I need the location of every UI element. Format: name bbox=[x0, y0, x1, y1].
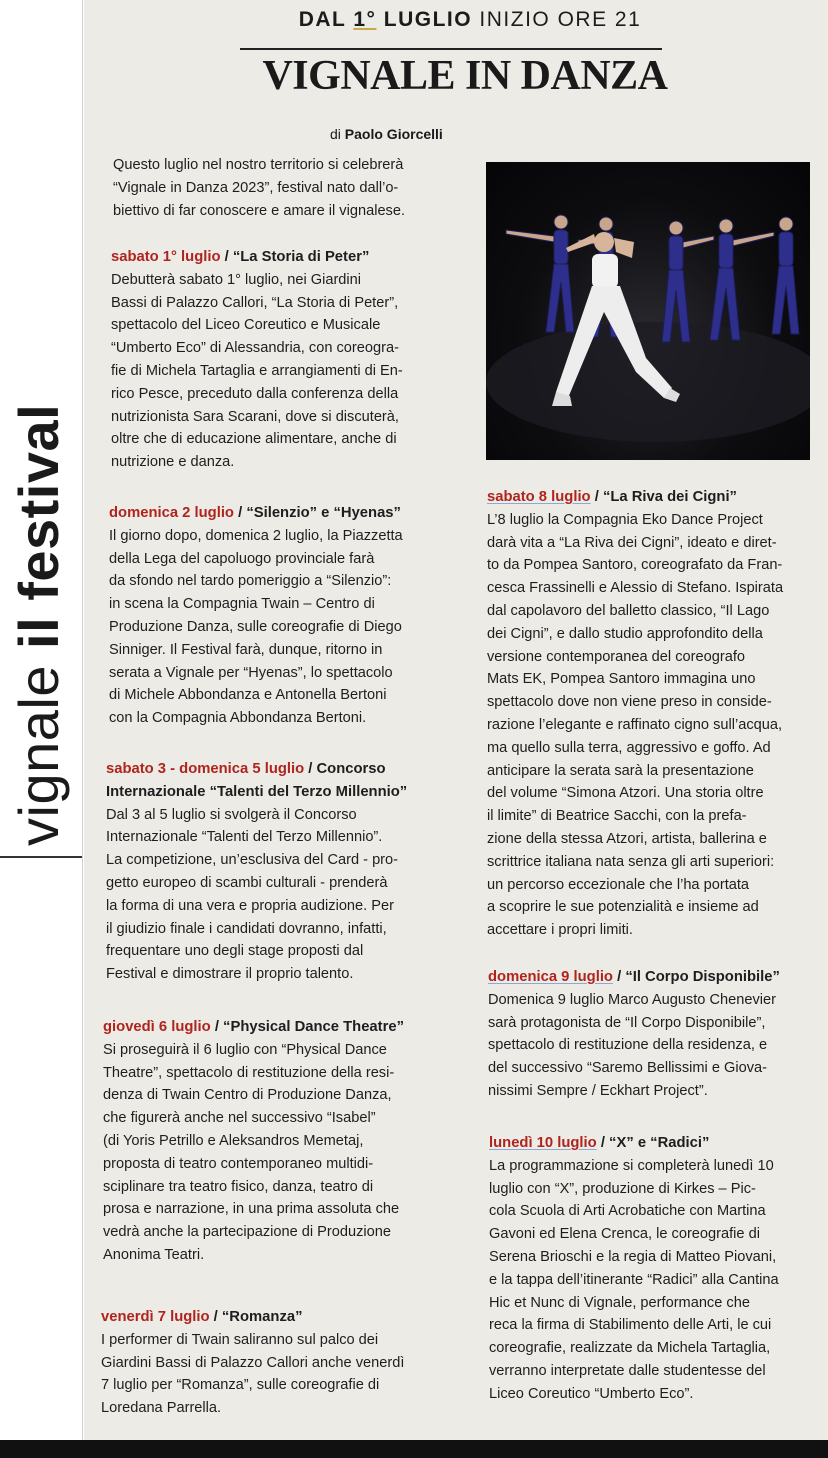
event-date: domenica 9 luglio bbox=[488, 969, 613, 985]
event-line: spettacolo di restituzione della residenza, e bbox=[488, 1037, 768, 1054]
intro-line: Questo luglio nel nostro territorio si celebrerà bbox=[113, 157, 404, 173]
event-line: La competizione, un’esclusiva del Card - pro- bbox=[106, 852, 399, 869]
event-line: Bassi di Palazzo Callori, “La Storia di Peter”, bbox=[111, 294, 399, 311]
event-line: la forma di una vera e propria audizione. Per bbox=[106, 897, 394, 914]
event-line: Gavoni ed Elena Crenca, le coreografie di bbox=[489, 1226, 760, 1243]
event-heading bbox=[489, 1132, 825, 1155]
event-line: anticipare la serata sarà la presentazione bbox=[487, 762, 754, 779]
event-line: La programmazione si completerà lunedì 10 bbox=[489, 1157, 774, 1174]
event-line: accettare i propri limiti. bbox=[487, 922, 633, 939]
event-line: reca la firma di Stabilimento delle Arti, le cui bbox=[489, 1317, 772, 1334]
event-date: domenica 2 luglio bbox=[109, 505, 234, 521]
event-line: cesca Frassinelli e Alessio di Stefano. Ispirata bbox=[487, 580, 784, 597]
event-show: “Il Corpo Disponibile” bbox=[625, 969, 780, 985]
event-section bbox=[101, 1306, 461, 1420]
event-line: versione contemporanea del coreografo bbox=[487, 648, 745, 665]
event-line: del successivo “Saremo Bellissimi e Giova- bbox=[488, 1060, 767, 1077]
event-line: e la tappa dell’itinerante “Radici” alla Cantina bbox=[489, 1271, 779, 1288]
event-line: getto europeo di scambi culturali - prenderà bbox=[106, 874, 388, 891]
event-line: Debutterà sabato 1° luglio, nei Giardini bbox=[111, 271, 362, 288]
event-separator: / bbox=[612, 969, 626, 985]
event-section bbox=[109, 502, 461, 730]
event-line: a scoprire le sue potenzialità e insieme ad bbox=[487, 899, 759, 916]
event-show: Concorso bbox=[316, 761, 386, 777]
event-section bbox=[106, 758, 461, 986]
event-line: cola Scuola di Arti Acrobatiche con Martina bbox=[489, 1203, 766, 1220]
intro-paragraph bbox=[113, 154, 463, 222]
intro-line: biettivo di far conoscere e amare il vignalese. bbox=[113, 202, 406, 219]
kicker-day: 1° bbox=[353, 8, 377, 31]
event-separator: / bbox=[590, 489, 603, 505]
event-date: venerdì 7 luglio bbox=[101, 1309, 210, 1325]
event-section bbox=[487, 486, 823, 942]
event-separator: / bbox=[596, 1135, 610, 1151]
event-heading bbox=[106, 758, 461, 781]
event-line: Dal 3 al 5 luglio si svolgerà il Concorso bbox=[106, 806, 357, 823]
side-rule bbox=[82, 0, 83, 1440]
event-line: nutrizione e danza. bbox=[111, 454, 235, 471]
event-line: 7 luglio per “Romanza”, sulle coreografie di bbox=[101, 1377, 380, 1394]
event-line: Internazionale “Talenti del Terzo Millennio”. bbox=[106, 829, 383, 846]
dance-photo bbox=[486, 162, 810, 460]
kicker-from: DAL bbox=[298, 8, 354, 31]
event-line: dei Cigni”, e dallo studio approfondito della bbox=[487, 625, 763, 642]
byline bbox=[330, 126, 540, 142]
event-line: in scena la Compagnia Twain – Centro di bbox=[109, 596, 375, 613]
event-line: nutrizionista Sara Scarani, dove si discuterà, bbox=[111, 408, 399, 425]
event-heading bbox=[111, 246, 461, 269]
event-show: “X” e “Radici” bbox=[609, 1135, 710, 1151]
event-line: I performer di Twain saliranno sul palco dei bbox=[101, 1331, 379, 1348]
event-line: serata a Vignale per “Hyenas”, lo spettacolo bbox=[109, 664, 393, 681]
event-heading bbox=[487, 486, 823, 509]
event-line: Festival e dimostrare il proprio talento. bbox=[106, 966, 354, 983]
event-line: (di Yoris Petrillo e Aleksandros Memetaj, bbox=[103, 1132, 364, 1149]
event-line: prosa e narrazione, in una prima assoluta che bbox=[103, 1201, 400, 1218]
event-date: giovedì 6 luglio bbox=[103, 1019, 211, 1035]
kicker bbox=[250, 8, 690, 32]
section-caption-bold: il festival bbox=[7, 403, 70, 649]
event-line: L’8 luglio la Compagnia Eko Dance Project bbox=[487, 511, 763, 528]
event-line: Domenica 9 luglio Marco Augusto Chenevier bbox=[488, 991, 776, 1008]
event-line: darà vita a “La Riva dei Cigni”, ideato e diret- bbox=[487, 534, 777, 551]
event-separator: / bbox=[209, 1309, 222, 1325]
event-show: “Silenzio” e “Hyenas” bbox=[246, 505, 401, 521]
event-section bbox=[103, 1016, 461, 1267]
event-heading bbox=[103, 1016, 461, 1039]
side-mark bbox=[0, 856, 82, 858]
event-section bbox=[489, 1132, 825, 1406]
event-date: sabato 3 - domenica 5 luglio bbox=[106, 761, 305, 777]
event-heading bbox=[101, 1306, 461, 1329]
left-column bbox=[113, 154, 463, 222]
event-line: sciplinare tra teatro fisico, danza, teatro di bbox=[103, 1178, 374, 1195]
event-line: sarà protagonista de “Il Corpo Disponibile”, bbox=[488, 1014, 766, 1031]
background-dancer bbox=[710, 219, 774, 340]
event-line: to da Pompea Santoro, coreografato da Fran- bbox=[487, 557, 783, 574]
event-line: da sfondo nel tardo pomeriggio a “Silenzio”: bbox=[109, 573, 392, 590]
event-line: ma quello sulla terra, aggressivo e goffo. Ad bbox=[487, 739, 771, 756]
event-line: zione della stessa Atzori, artista, ballerina e bbox=[487, 830, 767, 847]
event-line: Produzione Danza, sulle coreografie di Diego bbox=[109, 618, 402, 635]
event-show: “Romanza” bbox=[221, 1309, 303, 1325]
event-heading-continued: Internazionale “Talenti del Terzo Millennio” bbox=[106, 783, 408, 800]
event-heading bbox=[488, 966, 824, 989]
kicker-time: INIZIO ORE 21 bbox=[472, 8, 642, 31]
bottom-edge bbox=[0, 1440, 828, 1458]
title-rule bbox=[240, 48, 662, 50]
event-line: razione l’elegante e raffinato cigno sull’acqua, bbox=[487, 716, 783, 733]
event-line: spettacolo del Liceo Coreutico e Musicale bbox=[111, 317, 381, 334]
event-line: frequentare uno degli stage proposti dal bbox=[106, 943, 364, 960]
byline-prefix: di bbox=[330, 126, 345, 142]
event-line: rico Pesce, preceduto dalla conferenza della bbox=[111, 385, 399, 402]
event-date: sabato 8 luglio bbox=[487, 489, 591, 505]
event-show: “La Riva dei Cigni” bbox=[602, 489, 737, 505]
event-heading bbox=[109, 502, 461, 525]
event-line: Loredana Parrella. bbox=[101, 1400, 222, 1417]
event-line: Anonima Teatri. bbox=[103, 1246, 205, 1263]
event-line: Si proseguirà il 6 luglio con “Physical Dance bbox=[103, 1041, 387, 1058]
event-show: “Physical Dance Theatre” bbox=[223, 1019, 404, 1035]
event-line: un percorso eccezionale che l’ha portata bbox=[487, 876, 750, 893]
event-line: Liceo Coreutico “Umberto Eco”. bbox=[489, 1385, 694, 1402]
event-line: Mats EK, Pompea Santoro immagina uno bbox=[487, 671, 756, 688]
event-line: con la Compagnia Abbondanza Bertoni. bbox=[109, 710, 367, 727]
event-line: Il giorno dopo, domenica 2 luglio, la Piazzetta bbox=[109, 527, 403, 544]
event-line: oltre che di educazione alimentare, anche di bbox=[111, 431, 397, 448]
kicker-month: LUGLIO bbox=[376, 8, 473, 31]
event-date: sabato 1° luglio bbox=[111, 249, 221, 265]
event-line: scrittrice italiana nata senza gli arti superiori: bbox=[487, 853, 775, 870]
event-line: dal capolavoro del balletto classico, “Il Lago bbox=[487, 602, 770, 619]
intro-line: “Vignale in Danza 2023”, festival nato dall’o- bbox=[113, 179, 399, 196]
event-line: il limite” di Beatrice Sacchi, con la prefa- bbox=[487, 808, 747, 825]
event-line: che figurerà anche nel successivo “Isabel” bbox=[103, 1110, 376, 1127]
event-separator: / bbox=[233, 505, 247, 521]
background-dancer bbox=[506, 215, 574, 332]
event-line: proposta di teatro contemporaneo multidi- bbox=[103, 1155, 374, 1172]
event-separator: / bbox=[220, 249, 233, 265]
dance-photo-illustration bbox=[486, 162, 810, 460]
event-line: di Michele Abbondanza e Antonella Bertoni bbox=[109, 687, 387, 704]
background-dancer bbox=[772, 217, 799, 334]
event-line: luglio con “X”, produzione di Kirkes – Pic- bbox=[489, 1180, 756, 1197]
event-section bbox=[488, 966, 824, 1103]
event-line: Giardini Bassi di Palazzo Callori anche venerdì bbox=[101, 1354, 405, 1371]
event-line: fie di Michela Tartaglia e arrangiamenti di En- bbox=[111, 362, 403, 379]
event-line: “Umberto Eco” di Alessandria, con coreogra- bbox=[111, 340, 399, 357]
event-show: “La Storia di Peter” bbox=[232, 249, 370, 265]
event-line: del volume “Simona Atzori. Una storia oltre bbox=[487, 785, 764, 802]
event-separator: / bbox=[304, 761, 317, 777]
event-separator: / bbox=[210, 1019, 224, 1035]
event-line: spettacolo dove non viene preso in conside- bbox=[487, 694, 772, 711]
event-section bbox=[111, 246, 461, 474]
background-dancer bbox=[662, 221, 714, 342]
section-caption bbox=[6, 404, 72, 846]
event-line: denza di Twain Centro di Produzione Danza, bbox=[103, 1087, 392, 1104]
event-line: della Lega del capoluogo provinciale farà bbox=[109, 550, 375, 567]
event-line: Hic et Nunc di Vignale, performance che bbox=[489, 1294, 750, 1311]
event-line: vedrà anche la partecipazione di Produzione bbox=[103, 1224, 392, 1241]
article-title: VIGNALE IN DANZA bbox=[262, 53, 668, 99]
event-line: il giudizio finale i candidati dovranno, infatti, bbox=[106, 920, 387, 937]
event-line: Serena Brioschi e la regia di Matteo Piovani, bbox=[489, 1248, 777, 1265]
event-line: Theatre”, spettacolo di restituzione della resi- bbox=[103, 1064, 395, 1081]
event-line: verranno interpretate dalle studentesse del bbox=[489, 1362, 766, 1379]
event-line: nissimi Sempre / Eckhart Project”. bbox=[488, 1082, 708, 1099]
byline-author: Paolo Giorcelli bbox=[344, 126, 443, 142]
event-date: lunedì 10 luglio bbox=[489, 1135, 597, 1151]
section-caption-light: vignale bbox=[7, 648, 70, 846]
event-line: coreografie, realizzate da Michela Tartaglia, bbox=[489, 1340, 771, 1357]
event-line: Sinniger. Il Festival farà, dunque, ritorno in bbox=[109, 641, 383, 658]
